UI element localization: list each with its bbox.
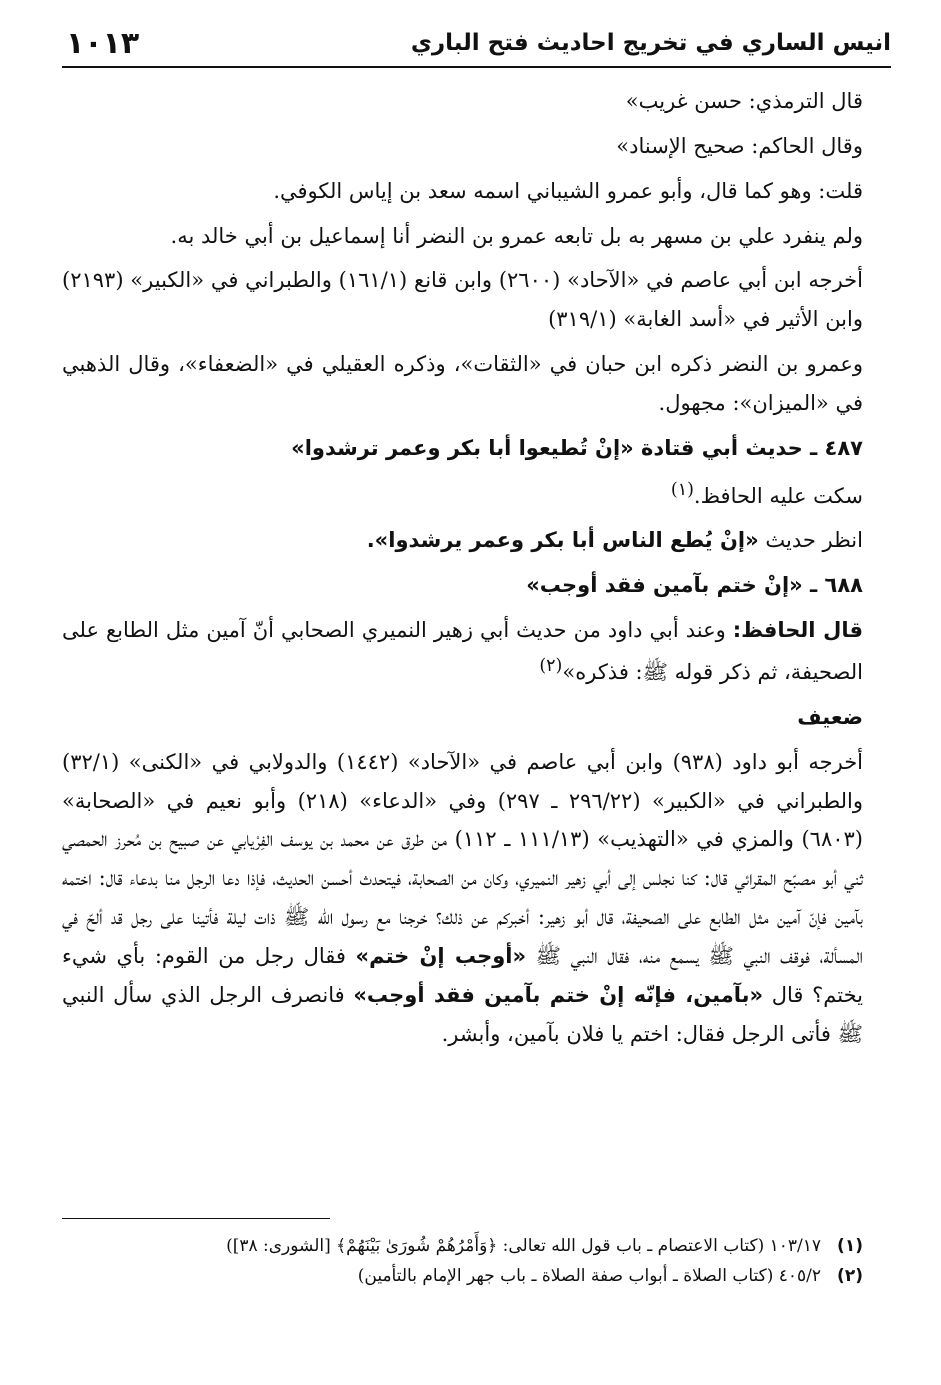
hafiz-label: قال الحافظ: xyxy=(732,618,863,643)
paragraph-takhrij-2 xyxy=(62,743,863,1054)
paragraph-hakim: وقال الحاكم: صحيح الإسناد» xyxy=(616,133,863,158)
hadith-heading-487: ٤٨٧ ـ حديث أبي قتادة «إنْ تُطيعوا أبا بكر وعمر ترشدوا» xyxy=(291,435,863,460)
main-text xyxy=(62,82,863,1059)
footnote-ref-1: (١) xyxy=(670,479,694,500)
page-number: ١٠١٣ xyxy=(66,26,140,61)
paragraph-silence xyxy=(62,474,863,516)
paragraph-note: قلت: وهو كما قال، وأبو عمرو الشيباني اسمه سعد بن إياس الكوفي. xyxy=(273,178,863,203)
footnotes xyxy=(62,1232,863,1292)
page-header xyxy=(62,22,891,68)
footnote-number: (٢) xyxy=(837,1265,863,1286)
footnote-text: ٤٠٥/٢ (كتاب الصلاة ـ أبواب صفة الصلاة ـ باب جهر الإمام بالتأمين) xyxy=(357,1265,822,1286)
paragraph-tirmidhi: قال الترمذي: حسن غريب» xyxy=(625,89,863,113)
grade-label: ضعيف xyxy=(797,704,863,729)
footnote-ref-2: (٢) xyxy=(539,655,563,676)
see-also-lead: انظر حديث xyxy=(758,528,863,553)
hafiz-text: وعند أبي داود من حديث أبي زهير النميري الصحابي أنّ آمين مثل الطابع على الصحيفة، ثم ذكر قوله ﷺ: فذكره» xyxy=(62,618,863,684)
paragraph-narrator: وعمرو بن النضر ذكره ابن حبان في «الثقات»، وذكره العقيلي في «الضعفاء»، وقال الذهبي في «الميزان»: مجهول. xyxy=(62,352,863,415)
paragraph-hafiz xyxy=(62,611,863,692)
footnote-separator xyxy=(62,1218,330,1219)
paragraph-takhrij-1: أخرجه ابن أبي عاصم في «الآحاد» (٢٦٠٠) وابن قانع (١٦١/١) والطبراني في «الكبير» (٢١٩٣) وابن الأثير في «أسد الغابة» (٣١٩/١) xyxy=(62,268,863,332)
paragraph-follow-up: ولم ينفرد علي بن مسهر به بل تابعه عمرو بن النضر أنا إسماعيل بن أبي خالد به. xyxy=(170,223,863,248)
see-also-hadith: «إنْ يُطع الناس أبا بكر وعمر يرشدوا». xyxy=(366,528,759,553)
silence-text: سكت عليه الحافظ. xyxy=(693,483,863,508)
running-title: انيس الساري في تخريج احاديث فتح الباري xyxy=(410,30,891,56)
hadith-heading-688: ٦٨٨ ـ «إنْ ختم بآمين فقد أوجب» xyxy=(526,573,863,598)
hadith-quote-1: «أوجب إنْ ختم» xyxy=(355,943,527,968)
paragraph-see-also xyxy=(62,521,863,560)
takhrij-text-a: أخرجه أبو داود (٩٣٨) وابن أبي عاصم في «الآحاد» (١٤٤٢) والدولابي في «الكنى» (٣٢/١) والطبراني في «الكبير» (٢٩٦/٢٢ ـ ٢٩٧) وفي «الدعاء» (٢١٨) وأبو نعيم في «الصحابة» (٦٨٠٣) والمزي في «التهذيب» (١١١/١٣ ـ ١١٢) من طرق عن محمد بن يوسف الفِرْيابي عن صبيح بن مُحرز الحمصي ثني أبو مصبّح المقرائي قال: كنا نجلس إلى أبي زهير النميري، وكان من الصحابة، فيتحدث أحسن الحديث، فإذا دعا الرجل منا بدعاء قال: اختمه بآمين فإنّ آمين مثل الطابع على الصحيفة، قال أبو زهير: أخبركم عن ذلك؟ خرجنا مع رسول الله ﷺ ذات ليلة فأتينا على رجل قد ألحّ في المسألة، فوقف النبي ﷺ يسمع منه، فقال النبي ﷺ xyxy=(62,749,864,968)
footnote-1 xyxy=(62,1232,863,1262)
takhrij-text-e: فانصرف الرجل الذي سأل النبي ﷺ فأتى الرجل فقال: اختم يا فلان بآمين، وأبشر. xyxy=(62,982,863,1046)
footnote-2 xyxy=(62,1262,863,1292)
takhrij-text-c: فقال رجل من القوم: بأي شيء يختم؟ قال xyxy=(62,943,863,1007)
hadith-quote-2: «بآمين، فإنّه إنْ ختم بآمين فقد أوجب» xyxy=(353,982,764,1007)
footnote-number: (١) xyxy=(837,1236,863,1256)
footnote-text: ١٠٣/١٧ (كتاب الاعتصام ـ باب قول الله تعالى: ﴿وَأَمْرُهُمْ شُورَىٰ بَيْنَهُمْ﴾ [الشورى: ٣٨]) xyxy=(226,1236,822,1256)
